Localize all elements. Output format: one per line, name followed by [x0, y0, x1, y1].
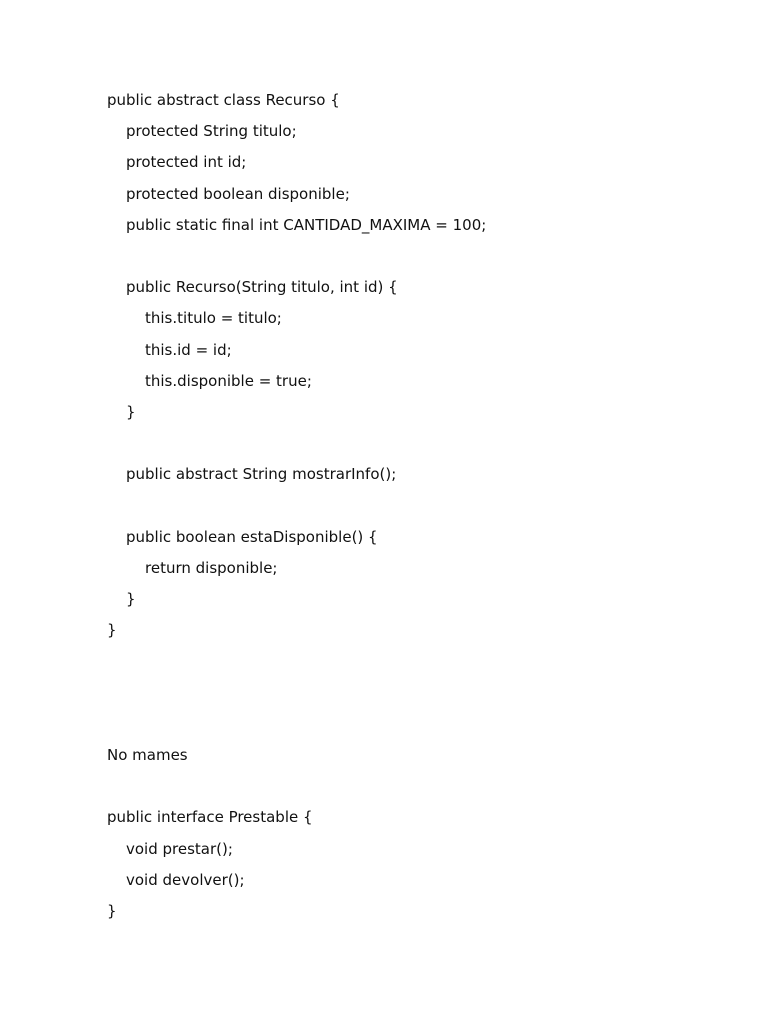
code-line: }	[126, 402, 136, 421]
blank-line	[107, 650, 768, 681]
code-line: public boolean estaDisponible() {	[126, 527, 378, 546]
code-line: this.disponible = true;	[145, 371, 312, 390]
code-line: protected String titulo;	[126, 122, 297, 141]
code-block-prestable	[107, 806, 768, 931]
blank-line	[107, 432, 768, 463]
code-line: }	[107, 621, 117, 640]
blank-line	[107, 494, 768, 525]
code-line: public Recurso(String titulo, int id) {	[126, 278, 398, 297]
code-line: public abstract class Recurso {	[107, 91, 340, 109]
code-line: this.titulo = titulo;	[145, 309, 282, 328]
code-line: public interface Prestable {	[107, 808, 313, 827]
blank-line	[107, 245, 768, 276]
code-line: protected boolean disponible;	[126, 184, 350, 203]
code-line: public static final int CANTIDAD_MAXIMA = 100;	[126, 215, 487, 234]
code-line: return disponible;	[145, 558, 278, 577]
code-block-recurso	[107, 89, 768, 650]
code-line: this.id = id;	[145, 340, 232, 359]
code-line: public abstract String mostrarInfo();	[126, 465, 397, 484]
blank-line	[107, 682, 768, 713]
code-line: protected int id;	[126, 153, 247, 172]
blank-line	[107, 713, 768, 744]
code-line: }	[126, 590, 136, 608]
code-line: void prestar();	[126, 839, 233, 858]
note-text: No mames	[107, 745, 188, 764]
code-line: void devolver();	[126, 870, 245, 889]
blank-line	[107, 775, 768, 806]
document-body	[107, 89, 768, 931]
code-line: }	[107, 901, 117, 920]
